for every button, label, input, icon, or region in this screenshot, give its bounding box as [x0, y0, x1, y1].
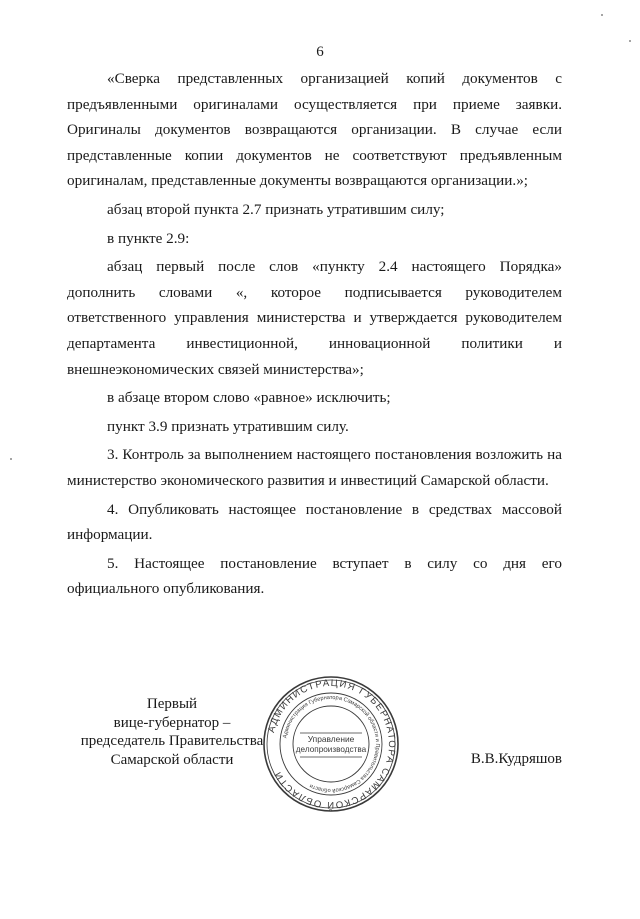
stamp-center-line-1: Управление — [307, 734, 355, 744]
scan-speck — [10, 458, 12, 460]
stamp-center-line-2: делопроизводства — [295, 745, 367, 754]
paragraph-3: в пункте 2.9: — [107, 229, 190, 247]
paragraph-9: 5. Настоящее постановление вступает в силу со дня его официального опубликования. — [67, 554, 562, 598]
stamp-inner-text: Администрация Губернатора Самарской области и Правительства Самарской области — [282, 694, 381, 794]
paragraph-5: в абзаце втором слово «равное» исключить; — [107, 389, 391, 407]
position-line: Самарской области — [110, 751, 234, 768]
paragraph-4: абзац первый после слов «пункту 2.4 настоящего Порядка» дополнить словами «, которое подписывается руководителем ответственного управления министерства и утверждается руководителем департамента инвестиционной, инновационной политики и внешнеэкономических связей министерства»; — [67, 258, 562, 378]
official-seal-stamp — [262, 675, 400, 813]
stamp-outer-text: АДМИНИСТРАЦИЯ ГУБЕРНАТОРА САМАРСКОЙ ОБЛАСТИ — [266, 677, 398, 811]
scan-speck — [601, 14, 603, 16]
paragraph-2: абзац второй пункта 2.7 признать утратившим силу; — [107, 200, 445, 218]
signatory-name: В.В.Кудряшов — [470, 751, 562, 767]
paragraph-7: 3. Контроль за выполнением настоящего постановления возложить на министерство экономического развития и инвестиций Самарской области. — [67, 446, 562, 489]
paragraph-8: 4. Опубликовать настоящее постановление в средствах массовой информации. — [67, 500, 562, 544]
scan-speck — [629, 40, 631, 42]
position-line: Первый — [146, 696, 198, 712]
document-body — [67, 66, 562, 602]
signatory-position — [67, 695, 277, 769]
page-number: 6 — [316, 44, 324, 60]
position-line: председатель Правительства — [80, 733, 264, 749]
paragraph-1: «Сверка представленных организацией копий документов с предъявленными оригиналами осуществляется при приеме заявки. Оригиналы документов возвращаются организации. В случае если представленные копии документов не соответствуют предъявленным оригиналам, представленные документы возвращаются организации.»; — [67, 70, 562, 190]
position-line: вице-губернатор – — [113, 714, 231, 731]
paragraph-6: пункт 3.9 признать утратившим силу. — [107, 417, 349, 435]
